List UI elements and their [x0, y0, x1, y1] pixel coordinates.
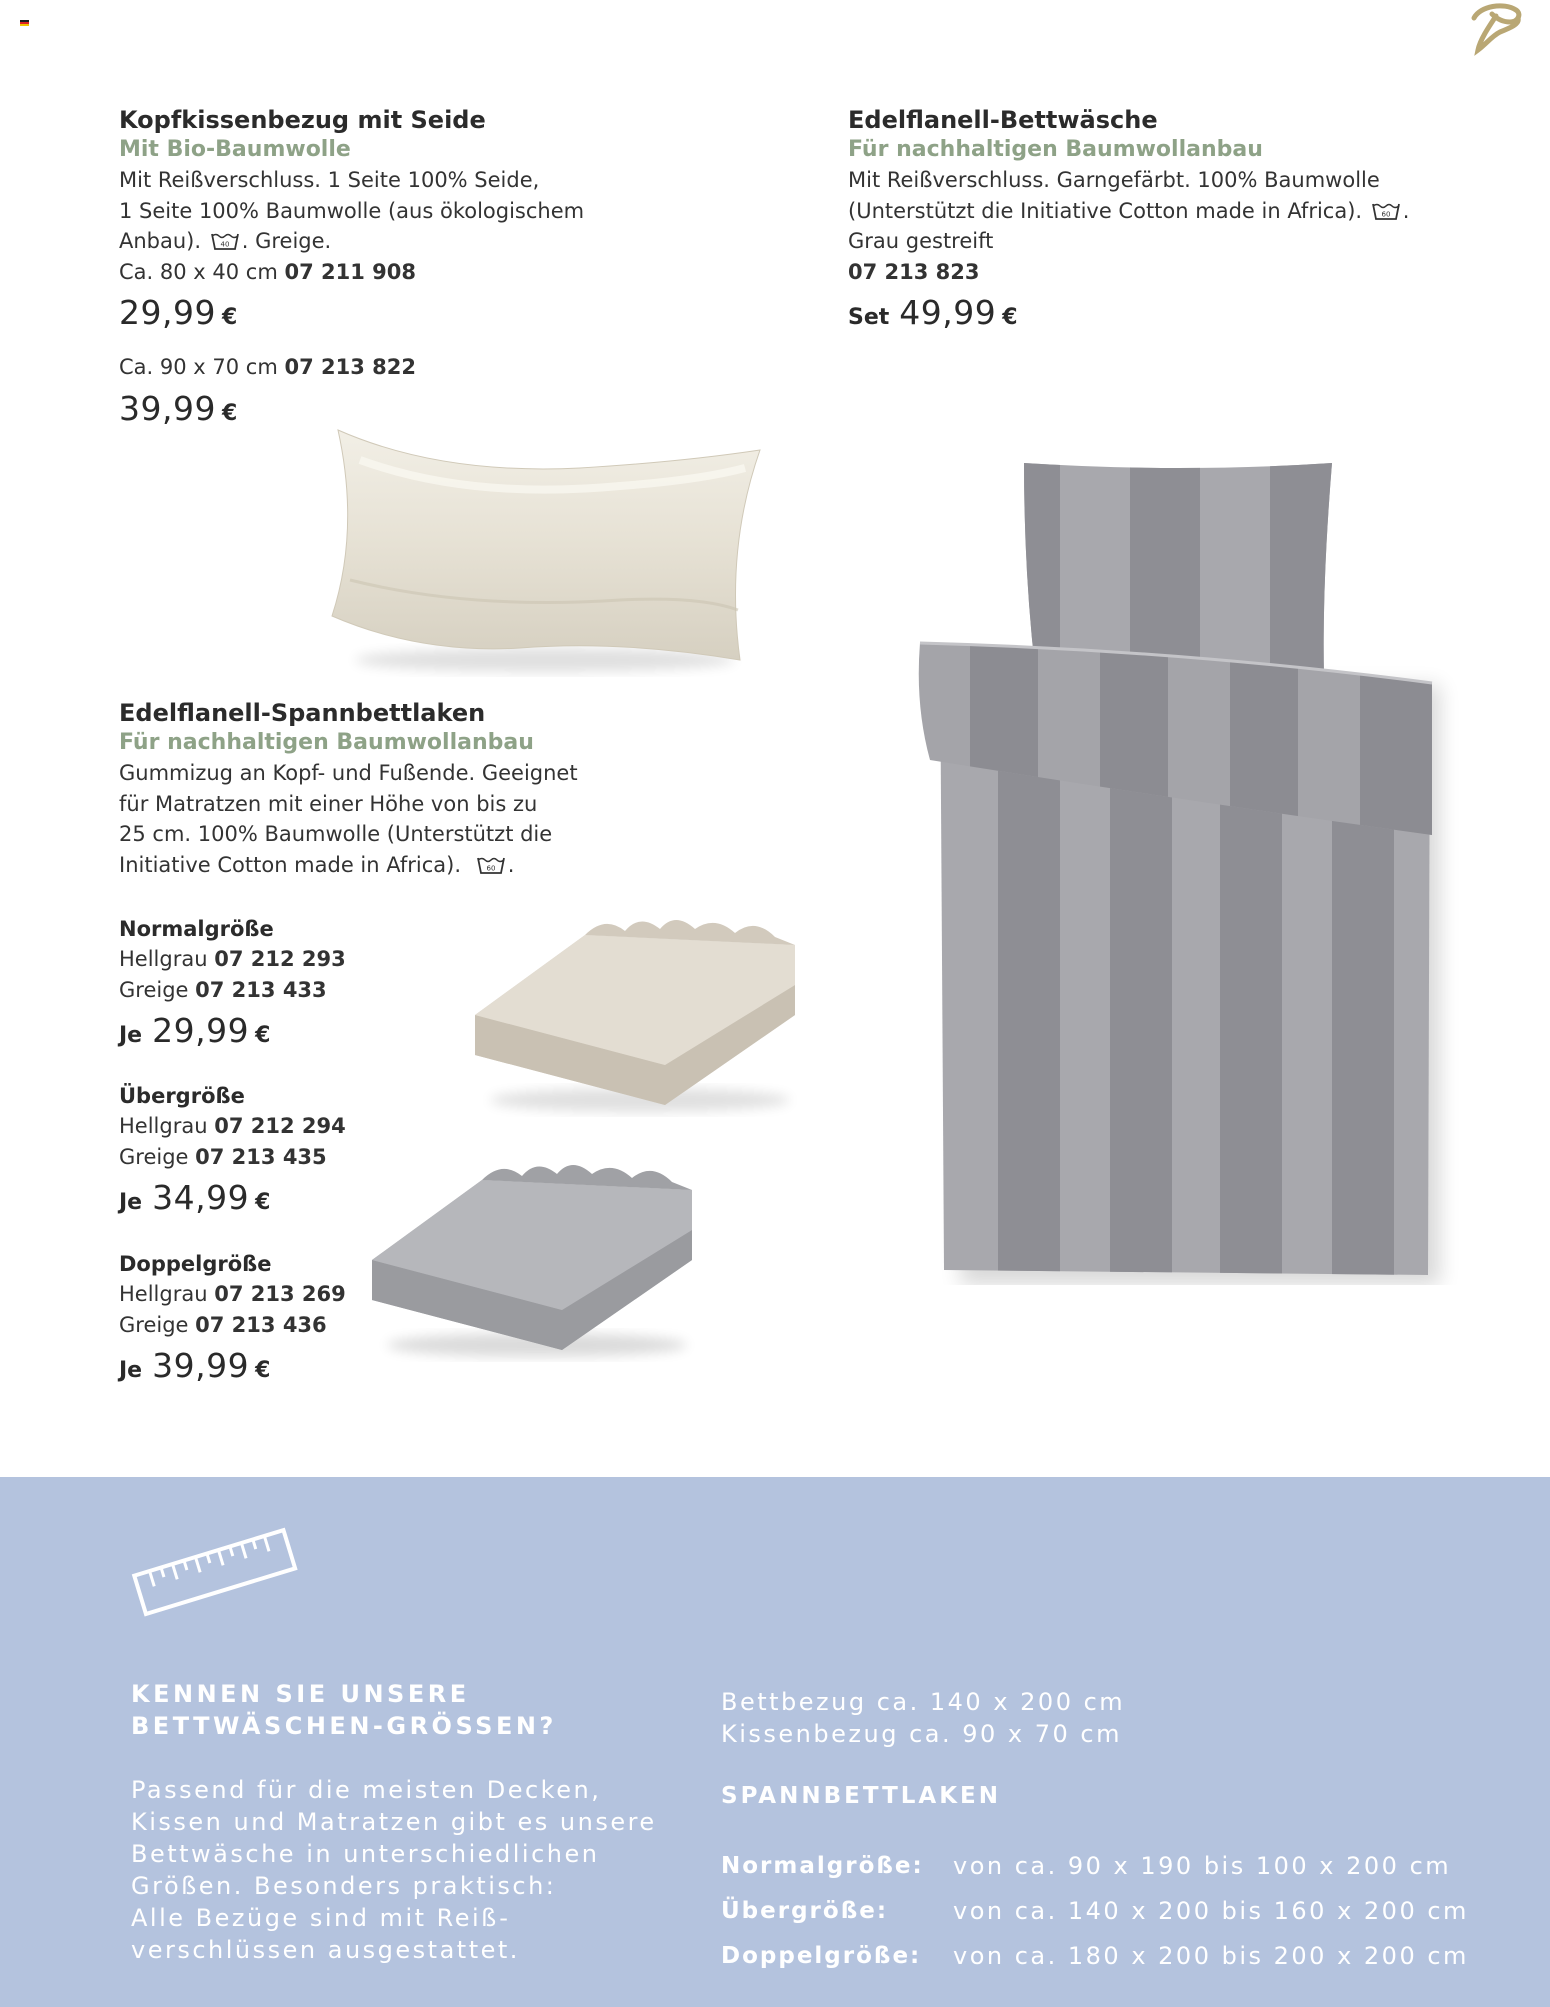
article-number: 07 212 293: [214, 947, 346, 971]
size-info-paragraph: [131, 1774, 691, 1966]
fitted-sheets-heading: SPANNBETTLAKEN: [721, 1783, 1001, 1809]
price-value: 34,99: [152, 1178, 250, 1217]
fitted-sheet-greige-image[interactable]: [465, 905, 805, 1120]
fitted-sheet-title: Edelflanell-Spannbettlaken: [119, 699, 486, 727]
description-line: 1 Seite 100% Baumwolle (aus ökologischem: [119, 198, 585, 223]
article-number: 07 213 269: [214, 1282, 346, 1306]
description-line: [848, 196, 1468, 227]
paragraph-line: Alle Bezüge sind mit Reiß-: [131, 1904, 511, 1932]
article-number: 07 212 294: [214, 1114, 346, 1138]
price-currency: €: [255, 1358, 271, 1383]
price-prefix: Je: [119, 1358, 143, 1383]
article-number: 07 213 823: [848, 259, 980, 284]
description-line: Mit Reißverschluss. Garngefärbt. 100% Baumwolle: [848, 168, 1380, 192]
color-label: Greige: [119, 1144, 189, 1169]
pillowcase-subtitle: Mit Bio-Baumwolle: [119, 137, 351, 162]
size-range: von ca. 180 x 200 bis 200 x 200 cm: [953, 1941, 1469, 1970]
description-text: (Unterstützt die Initiative Cotton made in Africa).: [848, 198, 1363, 223]
price-currency: €: [255, 1190, 271, 1215]
wash-tub-icon: [476, 855, 506, 875]
description-text: .: [1402, 198, 1410, 223]
color-label: Hellgrau: [119, 1282, 208, 1306]
color-label: Hellgrau: [119, 947, 208, 971]
price-value: 29,99: [152, 1011, 250, 1050]
heading-line: BETTWÄSCHEN-GRÖSSEN?: [131, 1712, 557, 1740]
bedding-description: [848, 165, 1468, 287]
bedding-title: Edelflanell-Bettwäsche: [848, 106, 1158, 134]
color-label: Greige: [119, 1312, 189, 1337]
fitted-sheet-lightgrey-image[interactable]: [362, 1150, 702, 1365]
wash-tub-icon: [210, 231, 240, 251]
description-line: Mit Reißverschluss. 1 Seite 100% Seide,: [119, 168, 540, 192]
size-name: Normalgröße:: [721, 1852, 924, 1879]
size-range: von ca. 140 x 200 bis 160 x 200 cm: [953, 1896, 1469, 1925]
price: [119, 1011, 479, 1050]
fitted-sheet-description: [119, 758, 699, 880]
article-number: 07 213 433: [195, 977, 327, 1002]
size-label: Ca. 90 x 70 cm: [119, 355, 278, 379]
bedding-block: [848, 105, 1468, 332]
description-line: Grau gestreift: [848, 229, 994, 253]
pillow-size: Kissenbezug ca. 90 x 70 cm: [721, 1720, 1122, 1748]
fitted-sheet-subtitle: Für nachhaltigen Baumwollanbau: [119, 730, 534, 755]
wash-temperature: 60: [486, 864, 496, 872]
silk-pillow-image[interactable]: [320, 420, 770, 680]
price: [848, 293, 1468, 332]
heading-line: KENNEN SIE UNSERE: [131, 1680, 470, 1708]
paragraph-line: Größen. Besonders praktisch:: [131, 1872, 557, 1900]
description-text: Initiative Cotton made in Africa).: [119, 852, 462, 877]
paragraph-line: Kissen und Matratzen gibt es unsere: [131, 1808, 657, 1836]
description-text: . Greige.: [241, 229, 332, 253]
size-name: Doppelgröße:: [721, 1942, 922, 1969]
bedding-subtitle: Für nachhaltigen Baumwollanbau: [848, 137, 1263, 162]
cover-sizes: [721, 1686, 1125, 1750]
price-prefix: Set: [848, 305, 890, 330]
tchibo-logo-icon[interactable]: [1466, 0, 1526, 56]
fitted-sheet-size-table: [721, 1843, 1469, 1978]
description-text: Anbau).: [119, 229, 202, 253]
description-line: [119, 850, 699, 881]
size-range: von ca. 90 x 190 bis 100 x 200 cm: [953, 1851, 1452, 1880]
paragraph-line: verschlüssen ausgestattet.: [131, 1936, 520, 1964]
pillowcase-title: Kopfkissenbezug mit Seide: [119, 106, 486, 134]
size-name: Übergröße: [119, 1084, 245, 1108]
price-currency: €: [221, 400, 238, 426]
size-line: [119, 352, 679, 383]
description-line: 25 cm. 100% Baumwolle (Unterstützt die: [119, 822, 553, 846]
wash-temperature: 60: [1381, 210, 1391, 218]
color-label: Hellgrau: [119, 1114, 208, 1138]
price-currency: €: [221, 305, 238, 330]
description-text: .: [507, 852, 515, 877]
ruler-icon: [125, 1518, 305, 1628]
price: [119, 293, 679, 332]
paragraph-line: Bettwäsche in unterschiedlichen: [131, 1840, 600, 1868]
article-number: 07 213 435: [195, 1144, 327, 1169]
german-flag-icon: [20, 20, 29, 26]
price-prefix: Je: [119, 1023, 143, 1048]
color-line: [119, 975, 479, 1006]
description-line: für Matratzen mit einer Höhe von bis zu: [119, 791, 538, 816]
wash-temperature: 40: [220, 240, 230, 249]
table-row: [721, 1888, 1469, 1933]
size-info-heading: [131, 1678, 557, 1742]
table-row: [721, 1933, 1469, 1978]
pillowcase-description: [119, 165, 679, 287]
striped-bedding-image[interactable]: [900, 455, 1460, 1285]
description-line: Gummizug an Kopf- und Fußende. Geeignet: [119, 761, 578, 785]
price-value: 29,99: [119, 293, 216, 332]
article-number: 07 213 822: [284, 355, 417, 379]
price-currency: €: [1002, 305, 1018, 330]
price-prefix: Je: [119, 1190, 143, 1215]
pillowcase-block: [119, 105, 679, 428]
color-line: [119, 1111, 479, 1142]
duvet-size: Bettbezug ca. 140 x 200 cm: [721, 1688, 1126, 1716]
color-label: Greige: [119, 977, 189, 1002]
price-currency: €: [255, 1023, 271, 1048]
size-name: Normalgröße: [119, 917, 274, 941]
size-normal: [119, 914, 479, 1050]
size-line: [119, 257, 679, 288]
description-line: [119, 226, 679, 257]
article-number: 07 213 436: [195, 1312, 327, 1337]
size-label: Ca. 80 x 40 cm: [119, 259, 278, 284]
price-value: 39,99: [152, 1346, 250, 1385]
table-row: [721, 1843, 1469, 1888]
size-name: Doppelgröße: [119, 1252, 272, 1276]
article-number: 07 211 908: [284, 259, 417, 284]
price-value: 49,99: [899, 293, 997, 332]
price-value: 39,99: [119, 388, 216, 428]
fitted-sheet-block: [119, 698, 699, 880]
paragraph-line: Passend für die meisten Decken,: [131, 1776, 602, 1804]
wash-tub-icon: [1371, 201, 1401, 221]
color-line: [119, 944, 479, 975]
size-name: Übergröße:: [721, 1897, 889, 1924]
